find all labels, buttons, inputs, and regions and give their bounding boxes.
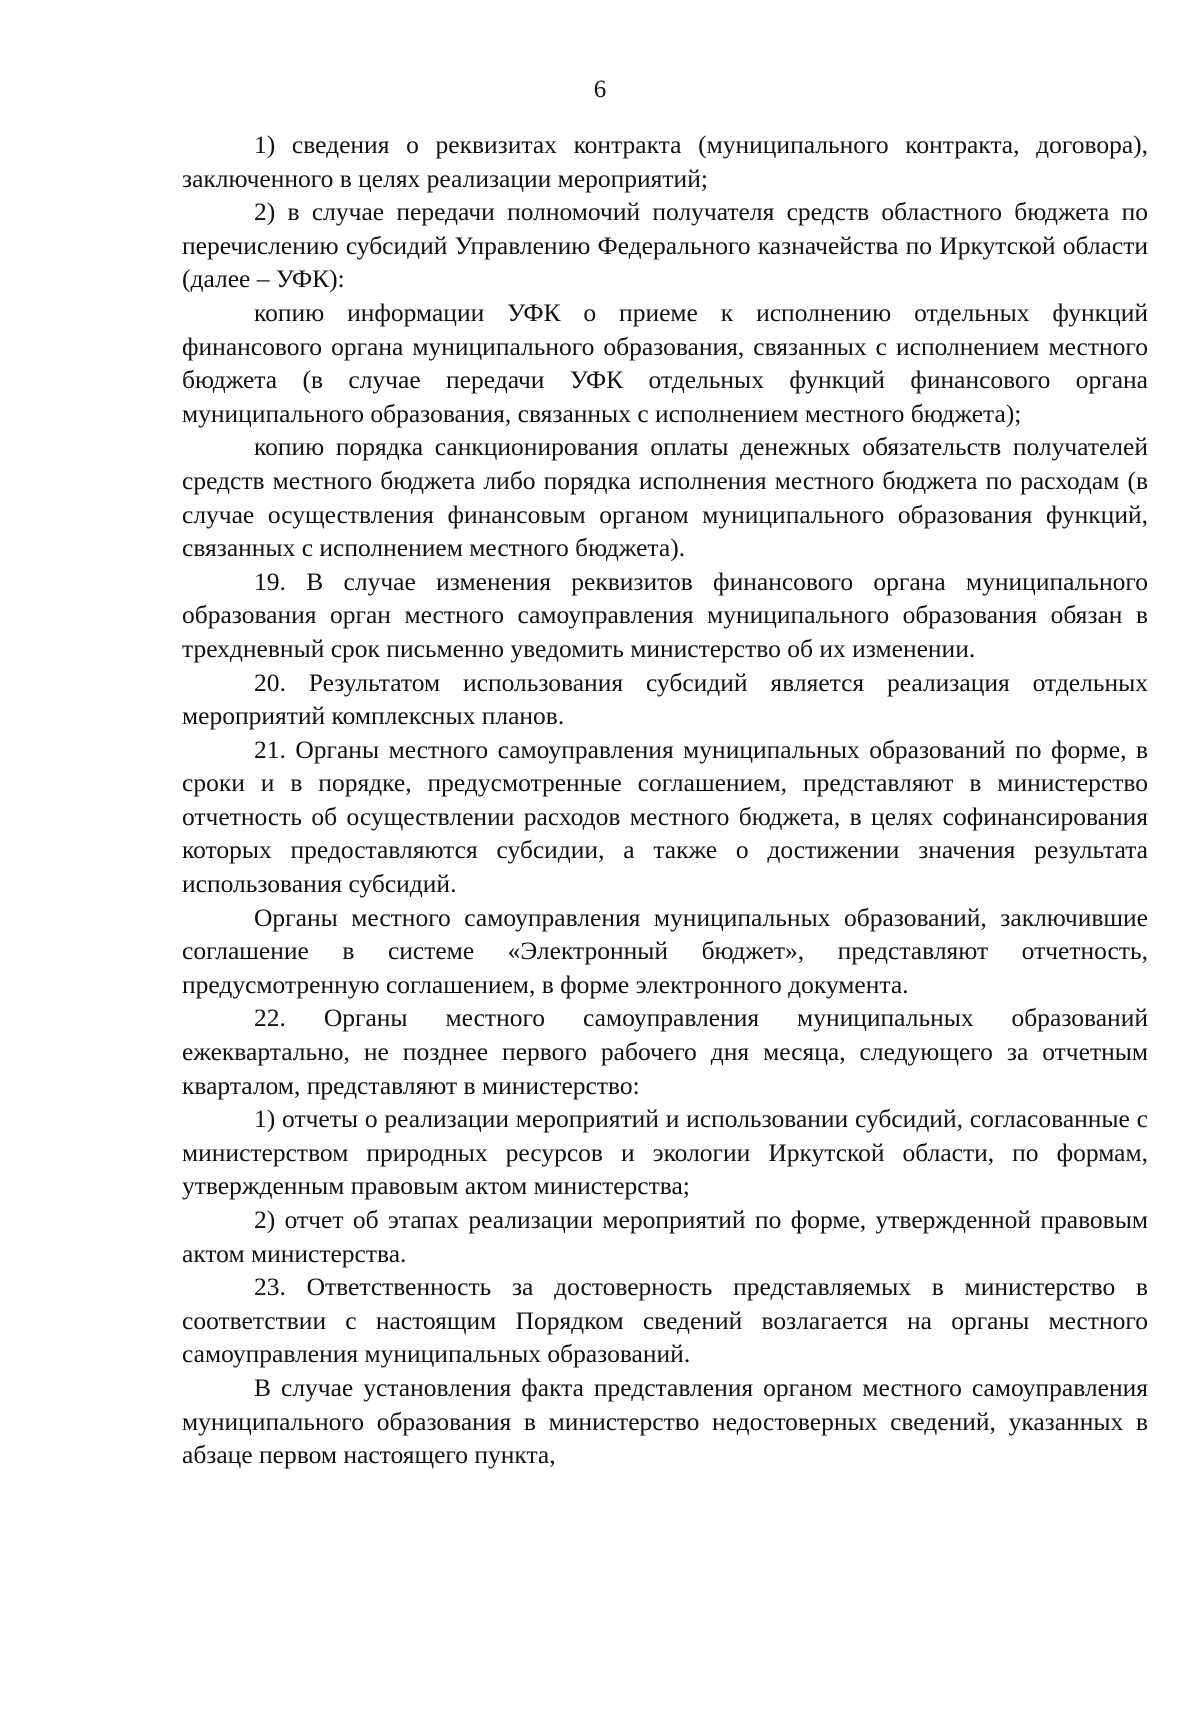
paragraph-item-23: 23. Ответственность за достоверность представляемых в министерство в соответствии с настоящим Порядком сведений возлагается на органы местного самоуправления муниципальных образований. (182, 1272, 1148, 1369)
paragraph-item-21: 21. Органы местного самоуправления муниципальных образований по форме, в сроки и в порядке, предусмотренные соглашением, представляют в министерство отчетность об осуществлении расходов местного бюджета, в целях софинансирования которых предоставляются субсидии, а также о достижении значения результата использования субсидий. (182, 734, 1148, 899)
paragraph-item-22-stages: 2) отчет об этапах реализации мероприятий по форме, утвержденной правовым актом министерства. (182, 1205, 1148, 1268)
page-number: 6 (593, 76, 607, 103)
paragraph-ufk-info-copy: копию информации УФК о приеме к исполнению отдельных функций финансового органа муниципального образования, связанных с исполнением местного бюджета (в случае передачи УФК отдельных функций финансового органа муниципального образования, связанных с исполнением местного бюджета); (182, 297, 1148, 428)
paragraph-item-22-reports: 1) отчеты о реализации мероприятий и использовании субсидий, согласованные с министерством природных ресурсов и экологии Иркутской области, по формам, утвержденным правовым актом министерства; (182, 1104, 1148, 1201)
paragraph-authorization-order-copy: копию порядка санкционирования оплаты денежных обязательств получателей средств местного бюджета либо порядка исполнения местного бюджета по расходам (в случае осуществления финансовым органом муниципального образования функций, связанных с исполнением местного бюджета). (182, 432, 1148, 563)
paragraph-item-22: 22. Органы местного самоуправления муниципальных образований ежеквартально, не позднее первого рабочего дня месяца, следующего за отчетным кварталом, представляют в министерство: (182, 1003, 1148, 1100)
paragraph-item-23-false-info: В случае установления факта представления органом местного самоуправления муниципального образования в министерство недостоверных сведений, указанных в абзаце первом настоящего пункта, (182, 1372, 1148, 1470)
document-body (182, 128, 1148, 1472)
paragraph-ufk-transfer: 2) в случае передачи полномочий получателя средств областного бюджета по перечислению субсидий Управлению Федерального казначейства по Иркутской области (далее – УФК): (182, 197, 1148, 294)
paragraph-item-19: 19. В случае изменения реквизитов финансового органа муниципального образования орган местного самоуправления муниципального образования обязан в трехдневный срок письменно уведомить министерство об их изменении. (182, 566, 1148, 663)
paragraph-item-20: 20. Результатом использования субсидий является реализация отдельных мероприятий комплексных планов. (182, 667, 1148, 731)
paragraph-electronic-budget: Органы местного самоуправления муниципальных образований, заключившие соглашение в системе «Электронный бюджет», представляют отчетность, предусмотренную соглашением, в форме электронного документа. (182, 902, 1148, 999)
paragraph-requisites-info: 1) сведения о реквизитах контракта (муниципального контракта, договора), заключенного в целях реализации мероприятий; (182, 130, 1148, 193)
